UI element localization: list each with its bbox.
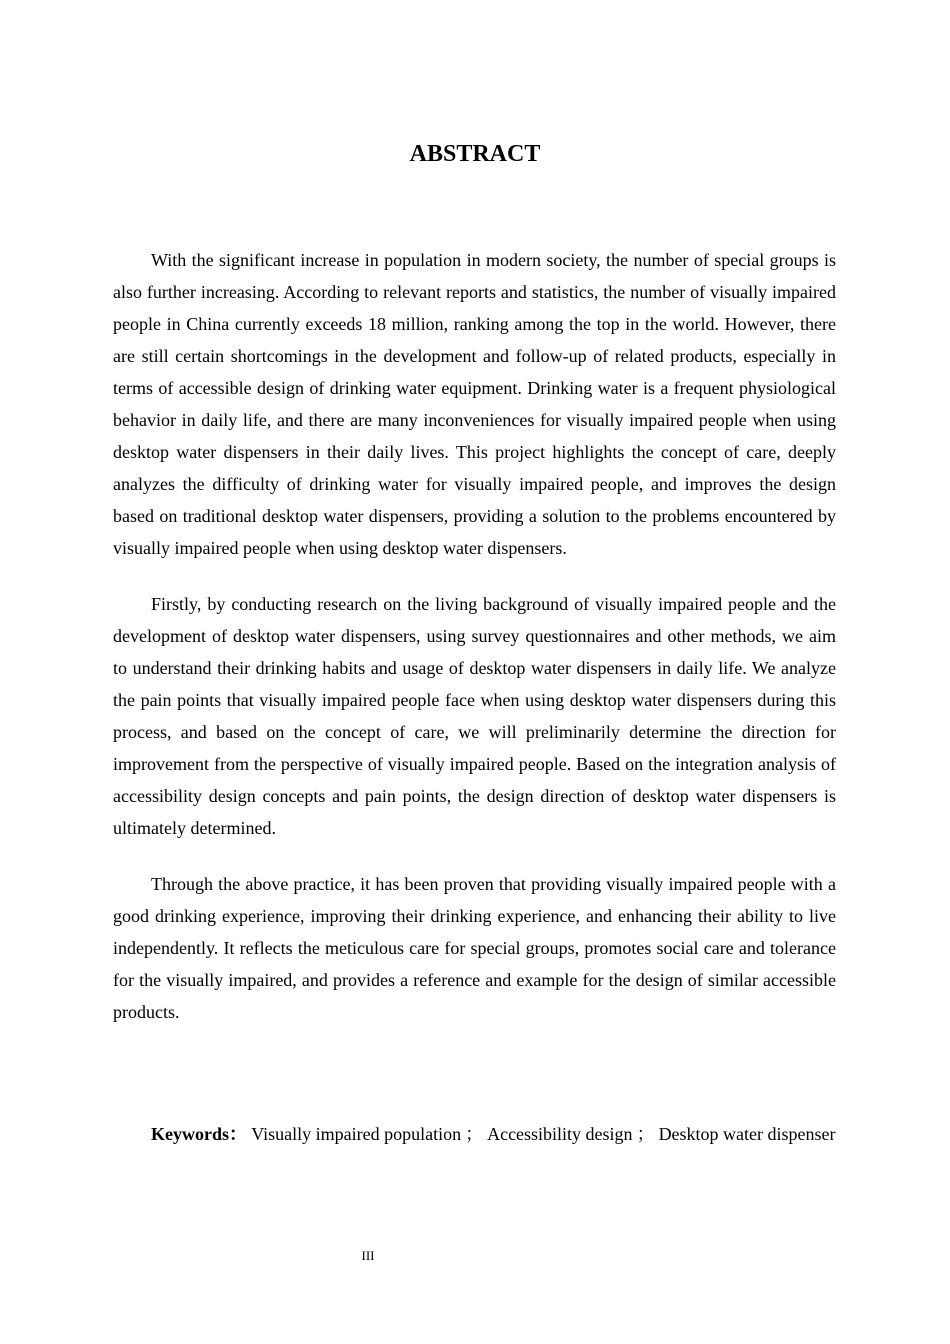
abstract-body (113, 244, 836, 1052)
keyword-item: Desktop water dispenser (658, 1124, 836, 1144)
abstract-paragraph-1: With the significant increase in population in modern society, the number of special groups is also further increasing. According to relevant reports and statistics, the number of visually impaired people in China currently exceeds 18 million, ranking among the top in the world. However, there are still certain shortcomings in the development and follow-up of related products, especially in terms of accessible design of drinking water equipment. Drinking water is a frequent physiological behavior in daily life, and there are many inconveniences for visually impaired people when using desktop water dispensers in their daily lives. This project highlights the concept of care, deeply analyzes the difficulty of drinking water for visually impaired people, and improves the design based on traditional desktop water dispensers, providing a solution to the problems encountered by visually impaired people when using desktop water dispensers. (113, 250, 836, 558)
keyword-separator: ； (465, 1124, 484, 1144)
keywords-line (113, 1119, 836, 1150)
abstract-paragraph-2: Firstly, by conducting research on the living background of visually impaired people and the development of desktop water dispensers, using survey questionnaires and other methods, we aim to understand their drinking habits and usage of desktop water dispensers in daily life. We analyze the pain points that visually impaired people face when using desktop water dispensers during this process, and based on the concept of care, we will preliminarily determine the direction for improvement from the perspective of visually impaired people. Based on the integration analysis of accessibility design concepts and pain points, the design direction of desktop water dispensers is ultimately determined. (113, 594, 836, 838)
keyword-separator: ； (636, 1124, 655, 1144)
page-number: III (361, 1248, 375, 1263)
page-title: ABSTRACT (409, 141, 541, 167)
keywords-label: Keywords： (151, 1124, 247, 1144)
abstract-paragraph-3: Through the above practice, it has been proven that providing visually impaired people with a good drinking experience, improving their drinking experience, and enhancing their ability to live independently. It reflects the meticulous care for special groups, promotes social care and tolerance for the visually impaired, and provides a reference and example for the design of similar accessible products. (113, 874, 836, 1022)
keyword-item: Accessibility design (487, 1124, 633, 1144)
keyword-item: Visually impaired population (251, 1124, 462, 1144)
